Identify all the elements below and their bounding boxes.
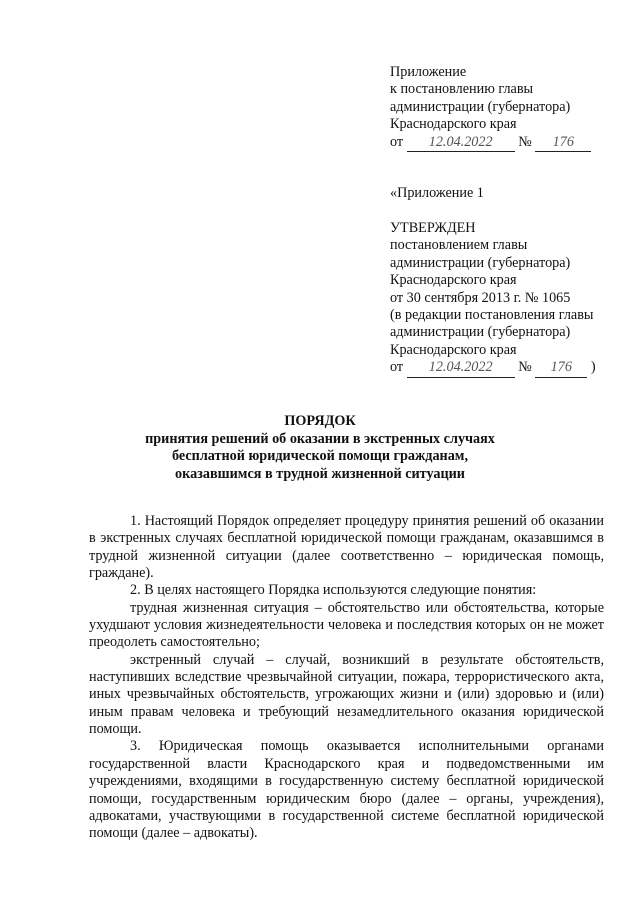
appendix-date-prefix: от: [390, 133, 404, 150]
paragraph-5: 3. Юридическая помощь оказывается исполнительными органами государственной власти Краснодарского края и подведомственными им учреждениями, входящими в государственную систему бесплатной юридической помощи, государственным юридическим бюро (далее – органы, учреждения), адвокатами, участвующими в государственной системе бесплатной юридической помощи (далее – адвокаты).: [89, 738, 604, 842]
paragraph-2: 2. В целях настоящего Порядка используются следующие понятия:: [130, 582, 537, 599]
paragraph-1: 1. Настоящий Порядок определяет процедуру принятия решений об оказании в экстренных случаях бесплатной юридической помощи гражданам, оказавшимся в трудной жизненной ситуации (далее соответственно – юридическая помощь, граждане).: [89, 513, 604, 582]
appendix1-title: «Приложение 1: [390, 185, 484, 201]
heading-title: ПОРЯДОК: [284, 413, 356, 429]
approval-close-paren: ): [590, 359, 596, 376]
approval-handwritten-date: 12.04.2022: [407, 359, 515, 377]
appendix-header: [390, 64, 591, 152]
approval-line4: от 30 сентября 2013 г. № 1065: [390, 289, 571, 306]
heading-line3: оказавшимся в трудной жизненной ситуации: [175, 465, 465, 482]
appendix-handwritten-number: 176: [535, 134, 591, 152]
approval-line3: Краснодарского края: [390, 272, 517, 289]
approval-handwritten-number: 176: [535, 359, 587, 377]
appendix-line1: Приложение: [390, 64, 467, 80]
approval-line7: Краснодарского края: [390, 341, 517, 358]
appendix-line2: к постановлению главы: [390, 81, 534, 98]
approval-number-prefix: №: [518, 359, 532, 376]
appendix-date-line: [390, 134, 591, 152]
document-heading: [0, 413, 640, 483]
document-body: [89, 513, 604, 843]
appendix-line3: администрации (губернатора): [390, 98, 571, 115]
approval-date-line: [390, 359, 596, 377]
approval-block: [390, 220, 596, 378]
appendix-line4: Краснодарского края: [390, 116, 517, 133]
approval-line6: администрации (губернатора): [390, 324, 571, 341]
approved-label: УТВЕРЖДЕН: [390, 220, 476, 236]
paragraph-4: экстренный случай – случай, возникший в результате обстоятельств, наступивших вследствие чрезвычайной ситуации, пожара, террористического акта, иных чрезвычайных обстоятельств, угрожающих жизни и (или) здоровью и (или) иным правам человека и требующий незамедлительного оказания юридической помощи.: [89, 651, 604, 738]
appendix-number-prefix: №: [518, 133, 532, 150]
paragraph-3: трудная жизненная ситуация – обстоятельство или обстоятельства, которые ухудшают условия жизнедеятельности человека и последствия которых он не может преодолеть самостоятельно;: [89, 599, 604, 651]
approval-line1: постановлением главы: [390, 237, 528, 254]
heading-line2: бесплатной юридической помощи гражданам,: [171, 448, 469, 464]
approval-date-prefix: от: [390, 359, 404, 376]
approval-line2: администрации (губернатора): [390, 254, 571, 271]
approval-line5: (в редакции постановления главы: [390, 307, 594, 324]
appendix-handwritten-date: 12.04.2022: [407, 134, 515, 152]
heading-line1: принятия решений об оказании в экстренных случаях: [145, 430, 495, 447]
